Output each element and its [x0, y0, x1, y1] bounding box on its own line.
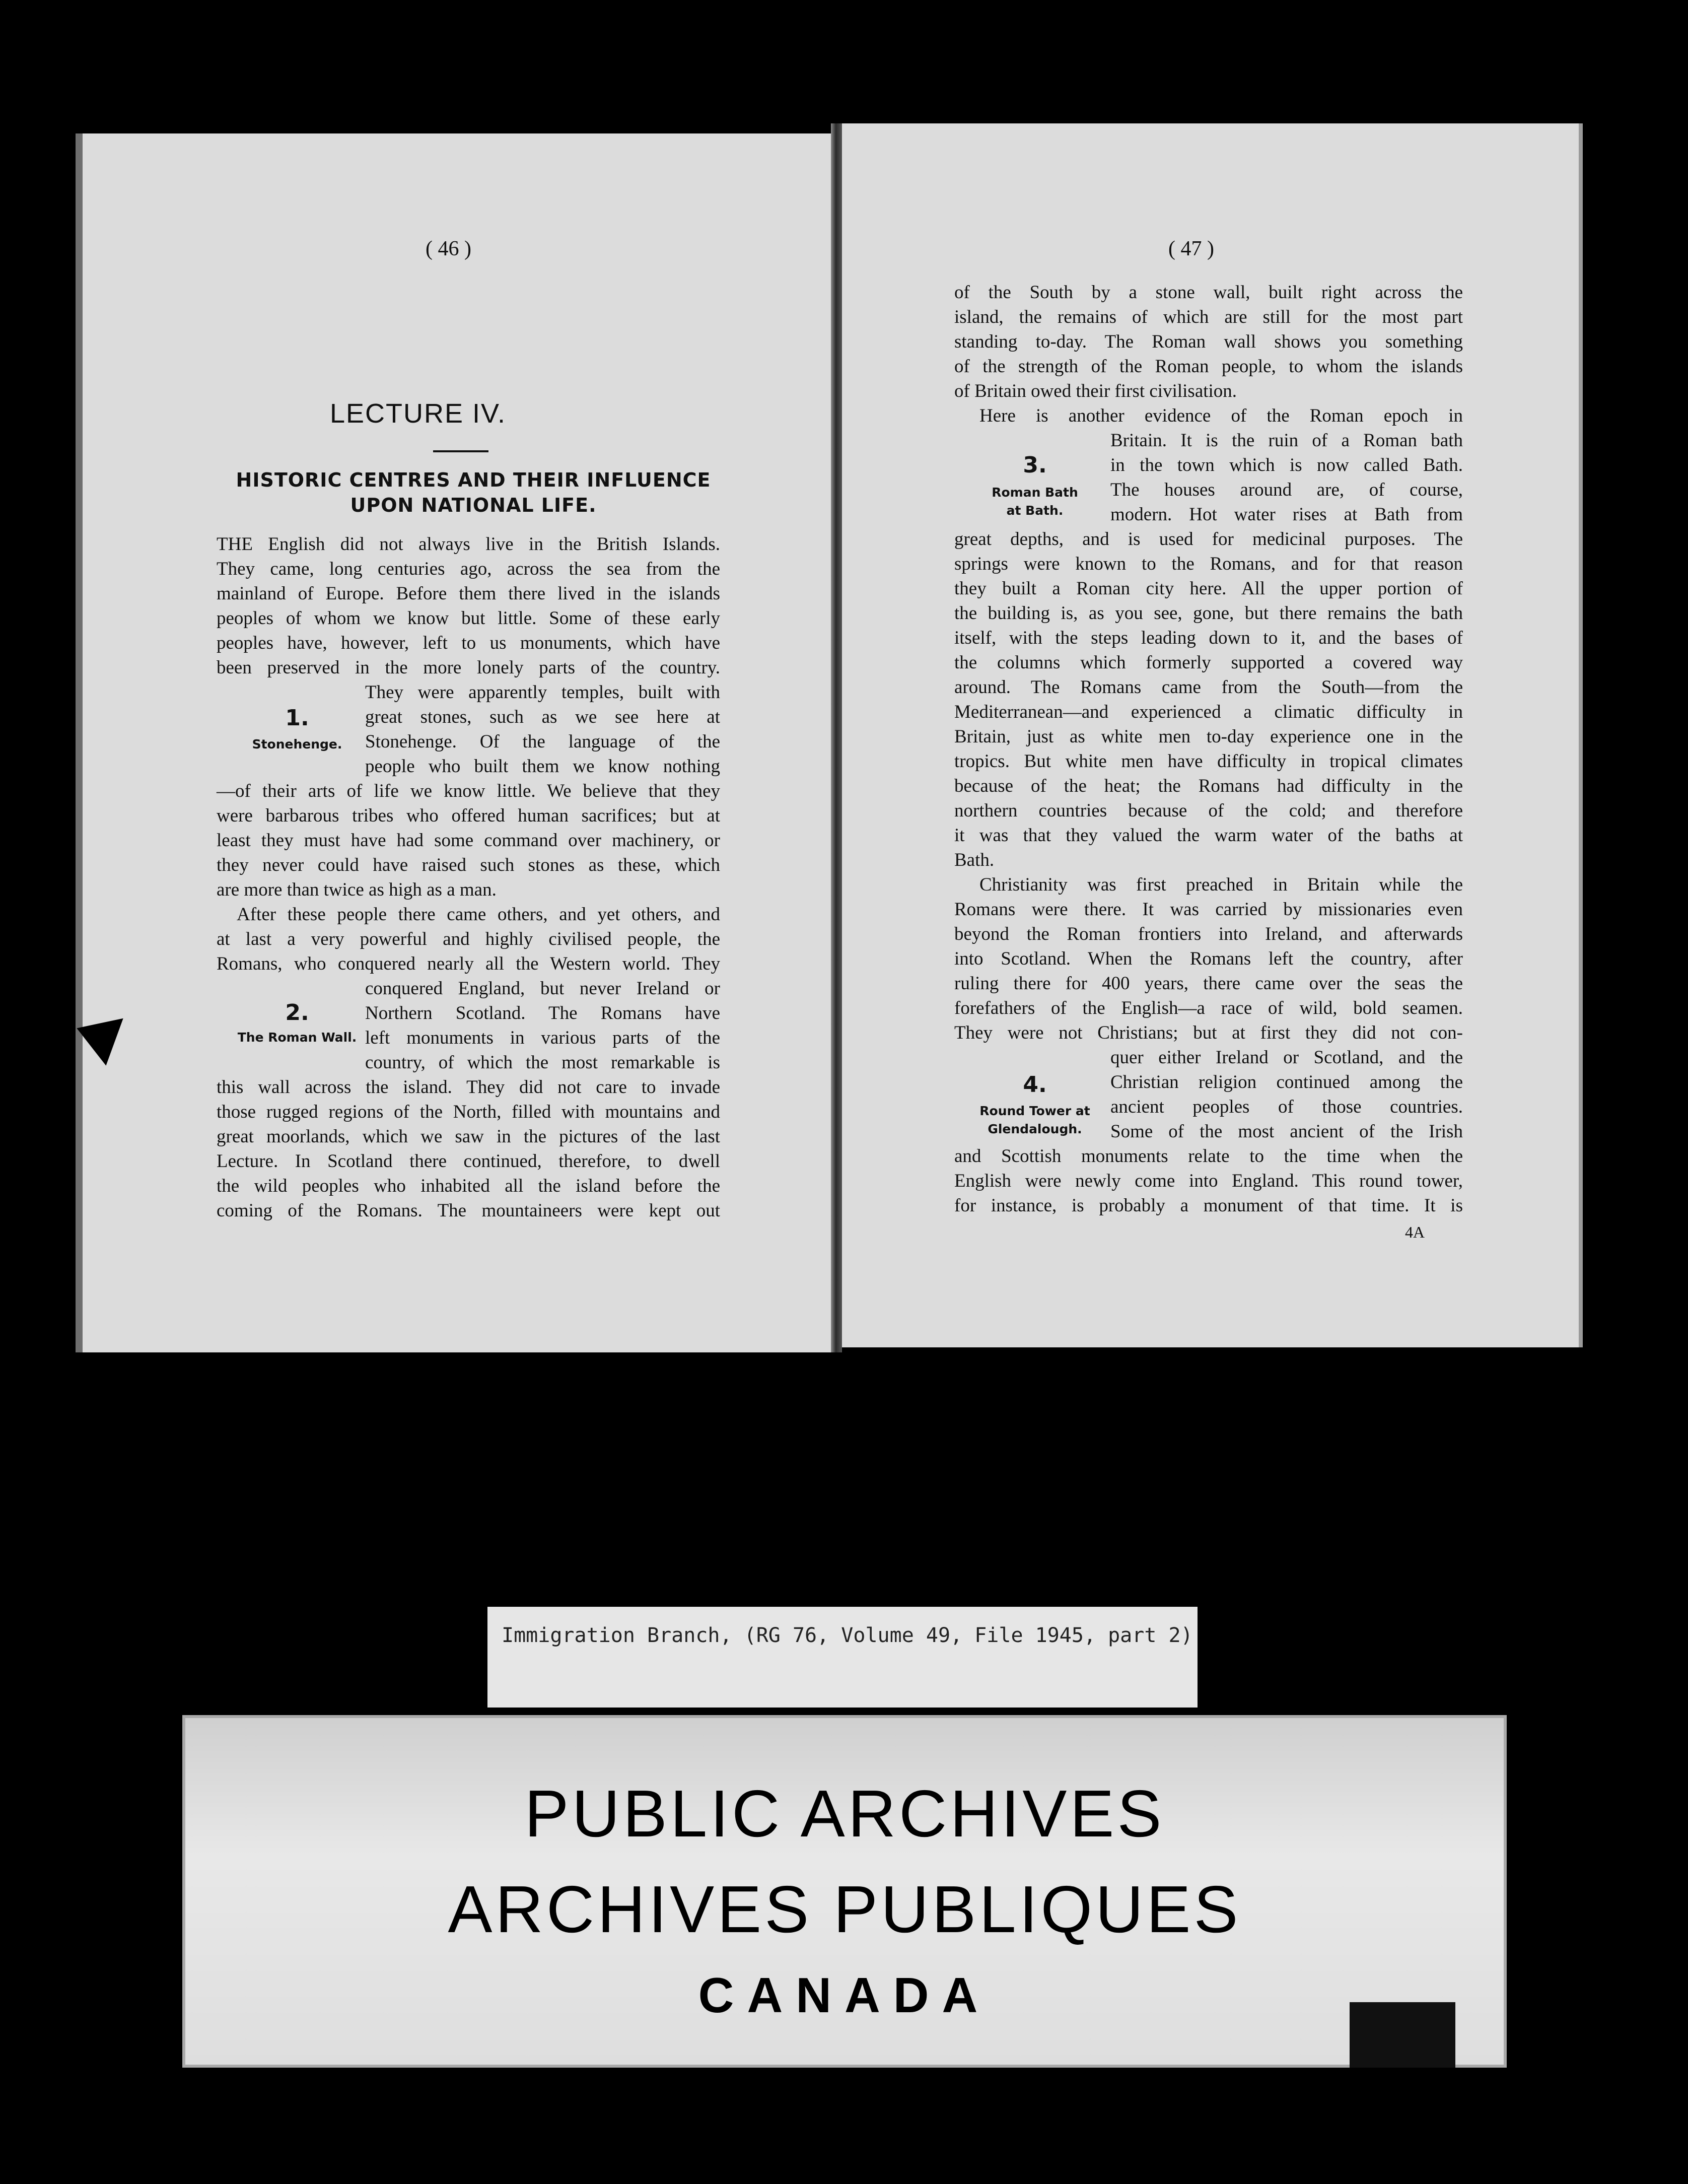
text-line: quer either Ireland or Scotland, and the — [1110, 1047, 1463, 1068]
text-line: Romans, who conquered nearly all the Western world. They — [217, 953, 720, 974]
sidenote-caption-2: The Roman Wall. — [237, 1030, 357, 1045]
text-line: Some of the most ancient of the Irish — [1110, 1121, 1463, 1142]
text-line: The houses around are, of course, — [1110, 480, 1463, 500]
text-line: They were apparently temples, built with — [365, 682, 720, 703]
text-line: for instance, is probably a monument of that time. It is — [954, 1195, 1463, 1216]
signature-mark: 4A — [1405, 1223, 1425, 1241]
text-line: Britain. It is the ruin of a Roman bath — [1110, 430, 1463, 451]
text-line: itself, with the steps leading down to it, and the bases of — [954, 628, 1463, 648]
text-line: northern countries because of the cold; and therefore — [954, 800, 1463, 821]
text-line: around. The Romans came from the South—from the — [954, 677, 1463, 698]
text-line: at last a very powerful and highly civilised people, the — [217, 929, 720, 949]
stamp-line-3: CANADA — [698, 1967, 991, 2023]
text-line: great moorlands, which we saw in the pictures of the last — [217, 1126, 720, 1147]
stamp-line-2: ARCHIVES PUBLIQUES — [448, 1872, 1241, 1946]
text-line: They came, long centuries ago, across the sea from the — [217, 559, 720, 579]
section-heading-line-2: UPON NATIONAL LIFE. — [350, 494, 597, 516]
text-line: Christian religion continued among the — [1110, 1072, 1463, 1093]
text-line: Christianity was first preached in Britain while the — [979, 874, 1463, 895]
text-line: Mediterranean—and experienced a climatic difficulty in — [954, 702, 1463, 722]
text-line: the building is, as you see, gone, but there remains the bath — [954, 603, 1463, 624]
text-line: country, of which the most remarkable is — [365, 1052, 720, 1073]
sidenote-caption-3a: Roman Bath — [992, 485, 1078, 500]
text-line: those rugged regions of the North, filled with mountains and — [217, 1102, 720, 1122]
page-number-left: ( 46 ) — [426, 237, 471, 260]
section-heading-line-1: HISTORIC CENTRES AND THEIR INFLUENCE — [236, 469, 711, 491]
lecture-title: LECTURE IV. — [329, 398, 507, 429]
text-line: —of their arts of life we know little. We believe that they — [217, 781, 720, 801]
text-line: modern. Hot water rises at Bath from — [1110, 504, 1463, 525]
text-line: English were newly come into England. This round tower, — [954, 1171, 1463, 1191]
text-line: tropics. But white men have difficulty in tropical climates — [954, 751, 1463, 772]
book-spine — [831, 123, 842, 1352]
page-edge — [1579, 123, 1583, 1347]
stamp-line-1: PUBLIC ARCHIVES — [524, 1777, 1165, 1851]
text-line: great stones, such as we see here at — [365, 707, 720, 727]
text-line: They were not Christians; but at first they did not con- — [954, 1022, 1463, 1043]
text-line: island, the remains of which are still for the most part — [954, 307, 1463, 327]
sidenote-number-3: 3. — [1023, 452, 1047, 478]
text-line: conquered England, but never Ireland or — [365, 978, 720, 999]
text-line: left monuments in various parts of the — [365, 1028, 720, 1048]
text-line: Lecture. In Scotland there continued, therefore, to dwell — [217, 1151, 720, 1172]
text-line: in the town which is now called Bath. — [1110, 455, 1463, 475]
text-line: Stonehenge. Of the language of the — [365, 731, 720, 752]
text-line: of Britain owed their first civilisation. — [954, 381, 1237, 401]
text-line: Bath. — [954, 850, 995, 870]
text-line: ancient peoples of those countries. — [1110, 1097, 1463, 1117]
text-line: Here is another evidence of the Roman epoch in — [979, 405, 1463, 426]
page-number-right: ( 47 ) — [1168, 237, 1214, 260]
archive-reference-text: Immigration Branch, (RG 76, Volume 49, File 1945, part 2) — [502, 1624, 1193, 1647]
text-line: they built a Roman city here. All the upper portion of — [954, 578, 1463, 599]
text-line: and Scottish monuments relate to the time when the — [954, 1146, 1463, 1167]
sidenote-caption-3b: at Bath. — [1006, 503, 1064, 518]
text-line: peoples have, however, left to us monuments, which have — [217, 633, 720, 653]
text-line: they never could have raised such stones as these, which — [217, 855, 720, 875]
archives-stamp — [182, 1715, 1507, 2068]
text-line: it was that they valued the warm water of the baths at — [954, 825, 1463, 846]
text-line: peoples of whom we know but little. Some of these early — [217, 608, 720, 629]
text-line: coming of the Romans. The mountaineers were kept out — [217, 1200, 720, 1221]
title-ornament — [433, 450, 488, 452]
text-line: standing to-day. The Roman wall shows you something — [954, 331, 1463, 352]
archive-reference-label — [487, 1607, 1198, 1708]
text-line: people who built them we know nothing — [365, 756, 720, 777]
text-line: mainland of Europe. Before them there lived in the islands — [217, 583, 720, 604]
text-line: beyond the Roman frontiers into Ireland, and afterwards — [954, 924, 1463, 944]
sidenote-number-1: 1. — [285, 705, 309, 731]
text-line: Britain, just as white men to-day experience one in the — [954, 726, 1463, 747]
text-line: because of the heat; the Romans had difficulty in the — [954, 776, 1463, 796]
text-line: were barbarous tribes who offered human sacrifices; but at — [217, 805, 720, 826]
text-line: the columns which formerly supported a covered way — [954, 652, 1463, 673]
sidenote-number-2: 2. — [285, 1000, 309, 1026]
text-line: After these people there came others, and yet others, and — [237, 904, 720, 925]
text-line: this wall across the island. They did not care to invade — [217, 1077, 720, 1098]
text-line: Romans were there. It was carried by missionaries even — [954, 899, 1463, 920]
text-line: Northern Scotland. The Romans have — [365, 1003, 720, 1023]
text-line: into Scotland. When the Romans left the country, after — [954, 948, 1463, 969]
text-line: great depths, and is used for medicinal purposes. The — [954, 529, 1463, 550]
dark-patch — [1350, 2002, 1455, 2068]
sidenote-caption-1: Stonehenge. — [252, 737, 342, 752]
text-line: ruling there for 400 years, there came over the seas the — [954, 973, 1463, 994]
text-line: are more than twice as high as a man. — [217, 879, 497, 900]
text-line: of the South by a stone wall, built right across the — [954, 282, 1463, 303]
text-line: been preserved in the more lonely parts of the country. — [217, 657, 720, 678]
text-line: least they must have had some command over machinery, or — [217, 830, 720, 851]
sidenote-caption-4b: Glendalough. — [988, 1122, 1082, 1136]
text-line: THE English did not always live in the British Islands. — [217, 534, 720, 555]
sidenote-caption-4a: Round Tower at — [979, 1104, 1090, 1118]
text-line: of the strength of the Roman people, to whom the islands — [954, 356, 1463, 377]
text-line: springs were known to the Romans, and for that reason — [954, 554, 1463, 574]
text-line: forefathers of the English—a race of wild, bold seamen. — [954, 998, 1463, 1018]
sidenote-number-4: 4. — [1023, 1072, 1047, 1098]
text-line: the wild peoples who inhabited all the island before the — [217, 1176, 720, 1196]
